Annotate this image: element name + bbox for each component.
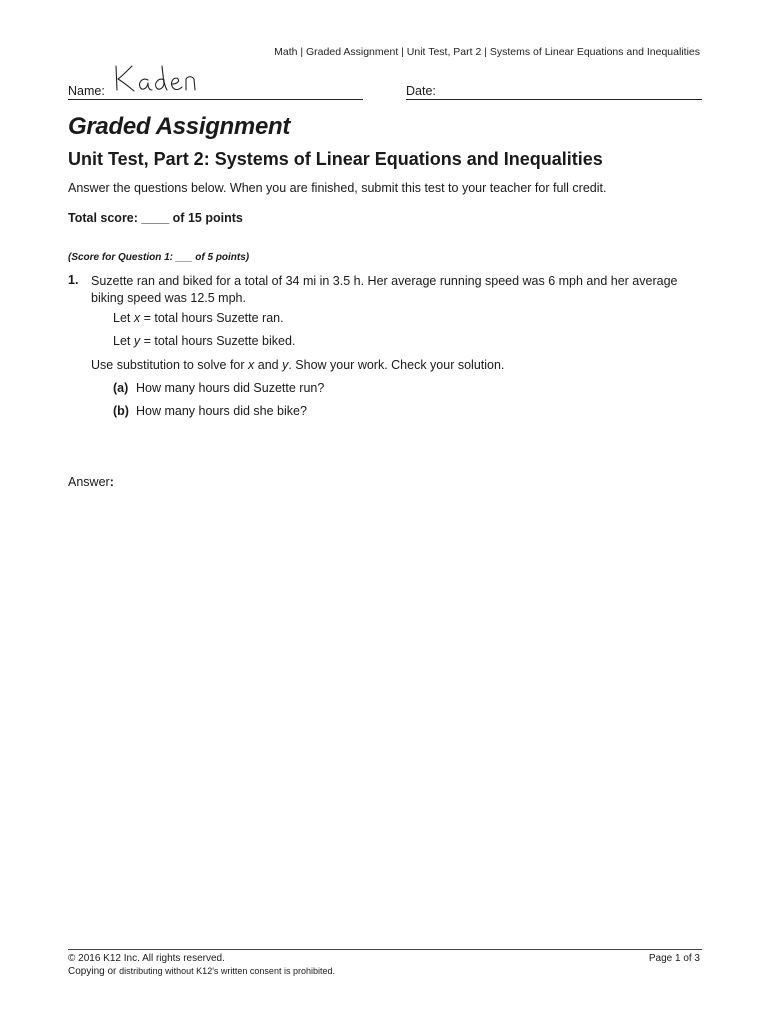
name-date-row xyxy=(68,64,702,102)
let-y-definition xyxy=(113,334,295,348)
let-x-rest: = total hours Suzette ran. xyxy=(140,311,284,325)
footer-divider xyxy=(68,949,702,950)
question-1-score-line: (Score for Question 1: ___ of 5 points) xyxy=(68,252,250,263)
part-a-letter: (a) xyxy=(113,381,129,395)
instr-variable-x: x xyxy=(248,358,255,372)
variable-y: y xyxy=(133,334,141,348)
question-1-part-a xyxy=(113,381,324,395)
legal-text-a: Copying or xyxy=(68,966,120,977)
answer-label-text: Answer xyxy=(68,475,110,489)
question-1-number: 1. xyxy=(68,273,79,287)
instr-variable-y: y xyxy=(282,358,289,372)
question-1-part-b xyxy=(113,404,307,418)
answer-label-colon: : xyxy=(109,475,114,489)
variable-x: x xyxy=(133,311,141,325)
part-b-text: How many hours did she bike? xyxy=(136,404,307,418)
question-1-instructions xyxy=(91,358,504,372)
footer-legal-notice xyxy=(68,966,335,977)
date-field[interactable] xyxy=(406,99,702,100)
instr-part-and: and xyxy=(254,358,283,372)
let-y-prefix: Let xyxy=(113,334,134,348)
instr-part-a: Use substitution to solve for xyxy=(91,358,249,372)
page-header-breadcrumb: Math | Graded Assignment | Unit Test, Part 2 | Systems of Linear Equations and Inequalities xyxy=(274,46,700,58)
legal-text-b: distributing without K12's written consent is prohibited. xyxy=(119,966,335,976)
document-title: Graded Assignment xyxy=(68,113,291,140)
date-label: Date: xyxy=(406,84,436,98)
handwritten-signature xyxy=(112,60,222,100)
question-1-text: Suzette ran and biked for a total of 34 mi in 3.5 h. Her average running speed was 6 mph and her average biking speed was 12.5 mph. xyxy=(91,274,678,305)
footer-copyright: © 2016 K12 Inc. All rights reserved. xyxy=(68,953,225,964)
page-number: Page 1 of 3 xyxy=(648,953,700,964)
part-b-letter: (b) xyxy=(113,404,129,418)
total-score-line: Total score: ____ of 15 points xyxy=(68,211,243,225)
test-instructions: Answer the questions below. When you are finished, submit this test to your teacher for full credit. xyxy=(68,181,607,195)
document-subtitle: Unit Test, Part 2: Systems of Linear Equations and Inequalities xyxy=(68,149,603,169)
let-x-definition xyxy=(113,311,284,325)
let-y-rest: = total hours Suzette biked. xyxy=(140,334,296,348)
name-label: Name: xyxy=(68,84,105,98)
instr-part-rest: . Show your work. Check your solution. xyxy=(288,358,505,372)
let-x-prefix: Let xyxy=(113,311,134,325)
part-a-text: How many hours did Suzette run? xyxy=(136,381,325,395)
answer-label xyxy=(68,475,114,489)
